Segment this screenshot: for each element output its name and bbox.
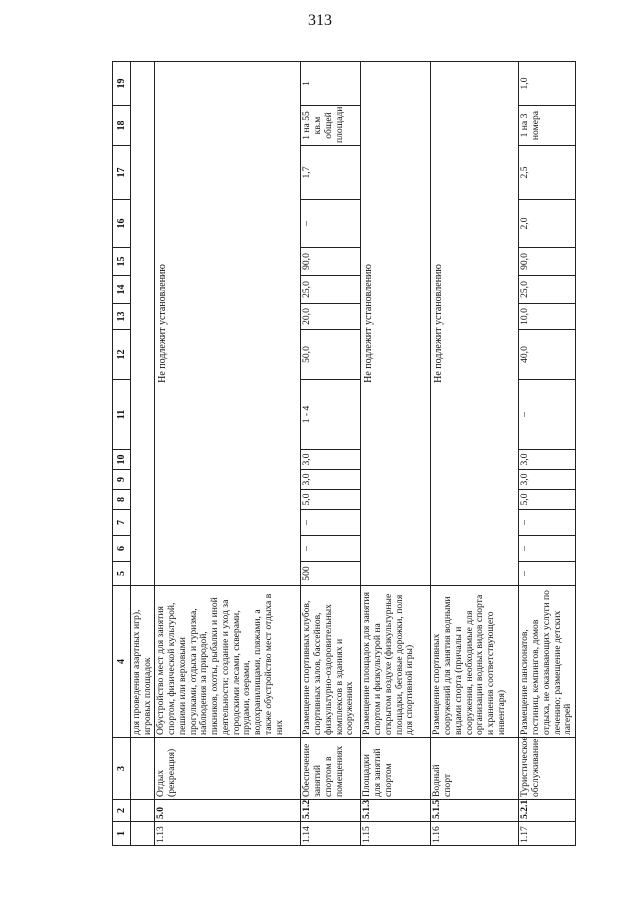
page-number: 313 xyxy=(308,12,332,29)
row-code: 5.1.5 xyxy=(431,800,519,822)
row-name: Обеспечение занятий спортом в помещениях xyxy=(301,738,361,800)
row-number: 1.15 xyxy=(361,822,431,846)
row-number: 1.16 xyxy=(431,822,519,846)
table-cell: 3,0 xyxy=(301,470,361,490)
row-description: Обустройство мест для занятия спортом, физической культурой, пешими или верховыми прогулками, отдыха и туризма, наблюдения за природой, пикников, охоты, рыбалки и иной деятельности; создание и уход за городскими лесами, скверами, прудами, озерами, водохранилищами, пляжами, а также обустройство мест отдыха в них xyxy=(155,586,301,738)
table-cell: – xyxy=(301,200,361,248)
table-cell xyxy=(131,800,155,822)
table-cell: 25,0 xyxy=(519,276,576,304)
header-cell: 12 xyxy=(113,330,131,380)
table-cell: 40,0 xyxy=(519,330,576,380)
row-name: Водный спорт xyxy=(431,738,519,800)
table-cell: 5,0 xyxy=(519,490,576,510)
header-cell: 18 xyxy=(113,106,131,146)
header-cell: 5 xyxy=(113,562,131,586)
row-name: Туристическое обслуживание xyxy=(519,738,576,800)
header-cell: 9 xyxy=(113,470,131,490)
table-cell: 2,0 xyxy=(519,200,576,248)
rotated-table-frame xyxy=(112,62,574,846)
header-cell: 15 xyxy=(113,248,131,276)
row-code: 5.1.2 xyxy=(301,800,361,822)
header-cell: 13 xyxy=(113,304,131,330)
header-cell: 7 xyxy=(113,510,131,536)
header-cell: 3 xyxy=(113,738,131,800)
table-row xyxy=(431,62,519,846)
not-applicable-cell: Не подлежит установлению xyxy=(431,62,519,586)
header-cell: 2 xyxy=(113,800,131,822)
header-cell: 8 xyxy=(113,490,131,510)
table-row xyxy=(301,62,361,846)
table-cell xyxy=(131,738,155,800)
row-name: Площадки для занятий спортом xyxy=(361,738,431,800)
table-cell: – xyxy=(519,536,576,562)
header-cell: 10 xyxy=(113,450,131,470)
table-cell: 20,0 xyxy=(301,304,361,330)
row-code: 5.0 xyxy=(155,800,301,822)
header-cell: 19 xyxy=(113,62,131,106)
table-cell: 1,0 xyxy=(519,62,576,106)
row-number: 1.13 xyxy=(155,822,301,846)
table-cell: 3,0 xyxy=(519,470,576,490)
header-cell: 11 xyxy=(113,380,131,450)
header-cell: 16 xyxy=(113,200,131,248)
header-cell: 1 xyxy=(113,822,131,846)
table-cell: 5,0 xyxy=(301,490,361,510)
table-cell: 50,0 xyxy=(301,330,361,380)
table-cell: 1 на 55 кв.м общей площади xyxy=(301,106,361,146)
header-row xyxy=(113,62,131,846)
header-cell: 17 xyxy=(113,146,131,200)
table-cell: – xyxy=(519,510,576,536)
table-cell: 500 xyxy=(301,562,361,586)
table-cell: 1 - 4 xyxy=(301,380,361,450)
table-cell xyxy=(131,822,155,846)
table-cell: – xyxy=(301,510,361,536)
row-number: 1.14 xyxy=(301,822,361,846)
table-cell: 3,0 xyxy=(301,450,361,470)
table-cell: 1,7 xyxy=(301,146,361,200)
not-applicable-cell: Не подлежит установлению xyxy=(155,62,301,586)
table-cell: для проведения азартных игр), игровых площадок xyxy=(131,586,155,738)
row-number: 1.17 xyxy=(519,822,576,846)
table-cell: 25,0 xyxy=(301,276,361,304)
table-row xyxy=(361,62,431,846)
table-row xyxy=(519,62,576,846)
table-cell: 3,0 xyxy=(519,450,576,470)
table-container xyxy=(112,62,574,846)
table-cell: – xyxy=(519,380,576,450)
table-cell: 1 на 3 номера xyxy=(519,106,576,146)
row-code: 5.1.3 xyxy=(361,800,431,822)
table-cell: – xyxy=(301,536,361,562)
continuation-row xyxy=(131,62,155,846)
header-cell: 14 xyxy=(113,276,131,304)
table-cell: – xyxy=(519,562,576,586)
not-applicable-cell: Не подлежит установлению xyxy=(361,62,431,586)
table-row xyxy=(155,62,301,846)
row-name: Отдых (рекреация) xyxy=(155,738,301,800)
header-cell: 4 xyxy=(113,586,131,738)
row-description: Размещение спортивных клубов, спортивных залов, бассейнов, физкультурно-оздоровительных комплексов в зданиях и сооружениях xyxy=(301,586,361,738)
table-cell: 90,0 xyxy=(519,248,576,276)
table-cell: 10,0 xyxy=(519,304,576,330)
table-cell xyxy=(131,62,155,586)
table-cell: 1 xyxy=(301,62,361,106)
table-cell: 90,0 xyxy=(301,248,361,276)
row-description: Размещение площадок для занятия спортом и физкультурой на открытом воздухе (физкультурные площадки, беговые дорожки, поля для спортивной игры) xyxy=(361,586,431,738)
header-cell: 6 xyxy=(113,536,131,562)
row-code: 5.2.1 xyxy=(519,800,576,822)
row-description: Размещение спортивных сооружений для занятия водными видами спорта (причалы и сооружения, необходимые для организации водных видов спорта и хранения соответствующего инвентаря) xyxy=(431,586,519,738)
land-use-table xyxy=(112,61,576,846)
row-description: Размещение пансионатов, гостиниц, кемпингов, домов отдыха, не оказывающих услуги по лечению; размещение детских лагерей xyxy=(519,586,576,738)
table-cell: 2,5 xyxy=(519,146,576,200)
